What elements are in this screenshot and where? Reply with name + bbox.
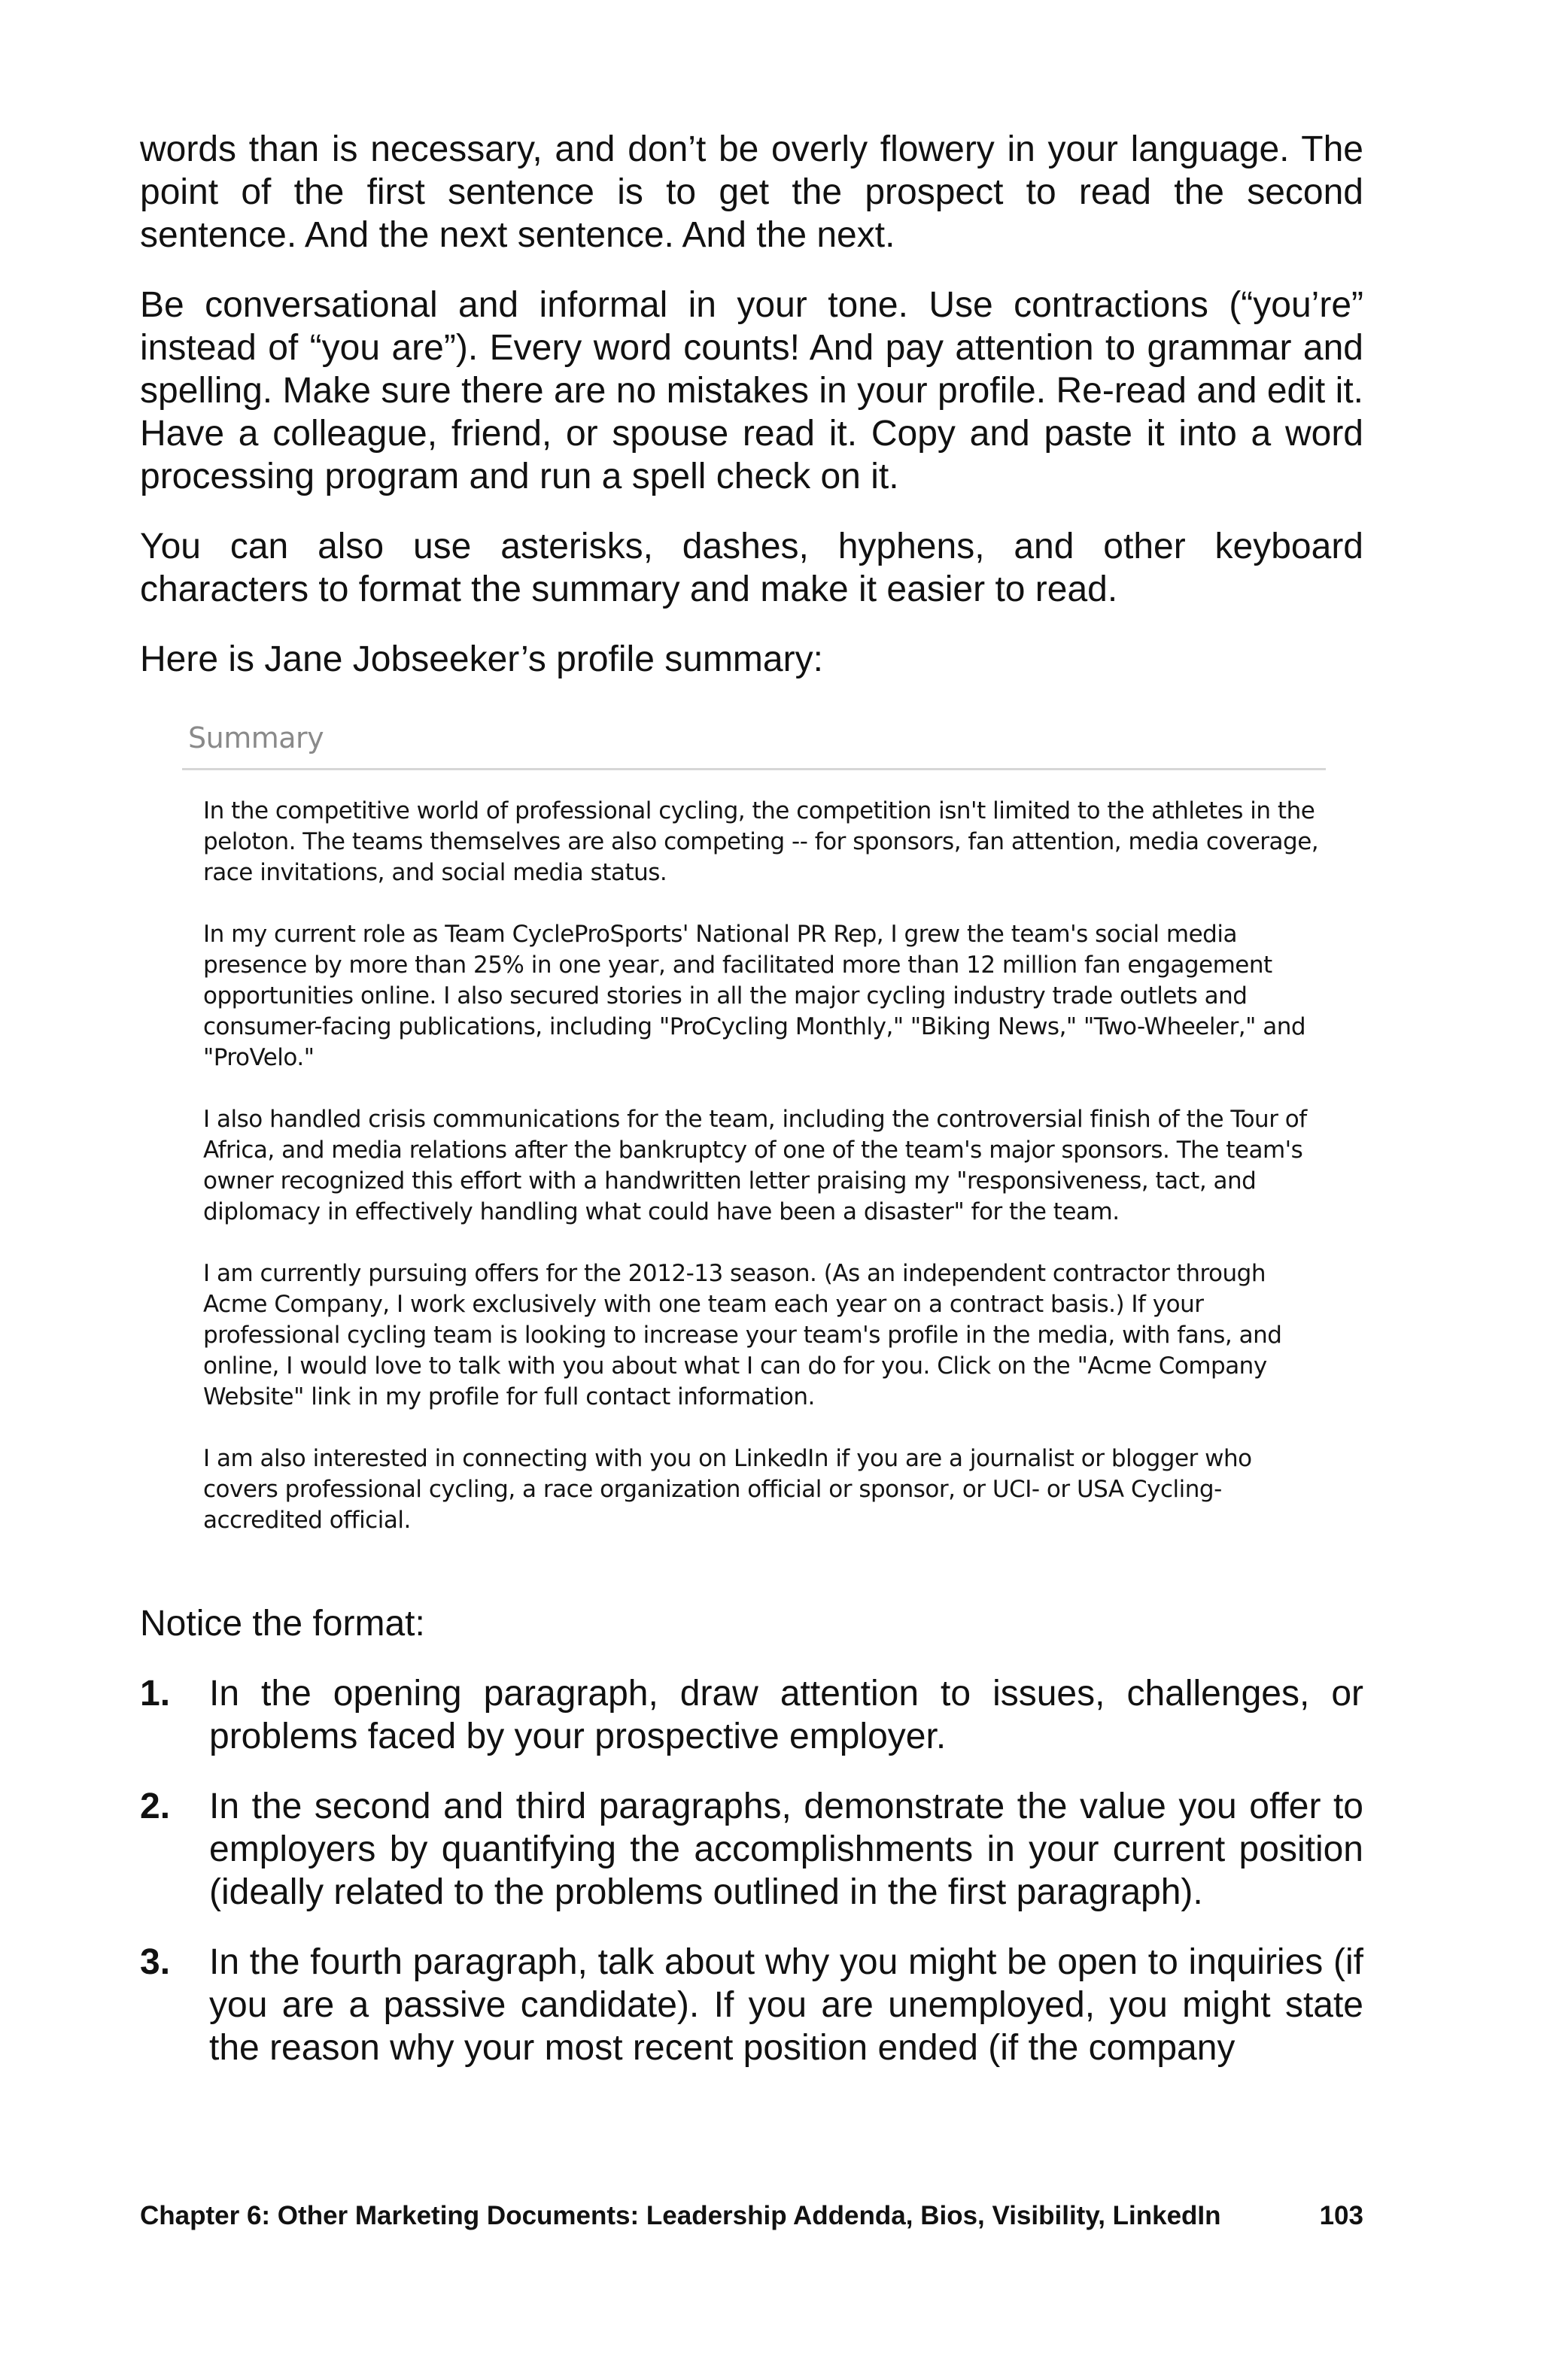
- page-footer: [140, 2199, 1363, 2233]
- list-text: In the fourth paragraph, talk about why you might be open to inquiries (if you are a passive candidate). If you are unemployed, you might state the reason why your most recent position ended (if the company: [209, 1942, 1363, 2068]
- page-content: [140, 128, 1363, 2096]
- summary-heading: Summary: [188, 721, 324, 754]
- list-item: [140, 1785, 1363, 1914]
- summary-paragraph: I am currently pursuing offers for the 2012-13 season. (As an independent contractor through Acme Company, I work exclusively with one team each year on a contract basis.) If your professional cycling team is looking to increase your team's profile in the media, with fans, and online, I would love to talk with you about what I can do for you. Click on the "Acme Company Website" link in my profile for full contact information.: [203, 1260, 1282, 1410]
- list-number: 3.: [140, 1942, 171, 1982]
- list-number: 1.: [140, 1674, 171, 1714]
- summary-paragraph: I am also interested in connecting with you on LinkedIn if you are a journalist or blogger who covers professional cycling, a race organization official or sponsor, or UCI- or USA Cycling-accredited official.: [203, 1445, 1252, 1534]
- body-paragraph: You can also use asterisks, dashes, hyphens, and other keyboard characters to format the summary and make it easier to read.: [140, 527, 1363, 609]
- summary-paragraph: In my current role as Team CycleProSports' National PR Rep, I grew the team's social media presence by more than 25% in one year, and facilitated more than 12 million fan engagement opportunities online. I also secured stories in all the major cycling industry trade outlets and consumer-facing publications, including "ProCycling Monthly," "Biking News," "Two-Wheeler," and "ProVelo.": [203, 921, 1306, 1071]
- notice-heading: Notice the format:: [140, 1604, 425, 1644]
- body-paragraph: Here is Jane Jobseeker’s profile summary:: [140, 639, 823, 679]
- body-paragraph: Be conversational and informal in your tone. Use contractions (“you’re” instead of “you are”). Every word counts! And pay attention to grammar and spelling. Make sure there are no mistakes in your profile. Re-read and edit it. Have a colleague, friend, or spouse read it. Copy and paste it into a word processing program and run a spell check on it.: [140, 285, 1363, 496]
- body-paragraph: words than is necessary, and don’t be overly flowery in your language. The point of the first sentence is to get the prospect to read the second sentence. And the next sentence. And the next.: [140, 129, 1363, 255]
- summary-divider: [182, 768, 1326, 770]
- list-item: [140, 1941, 1363, 2069]
- list-item: [140, 1672, 1363, 1758]
- summary-paragraph: I also handled crisis communications for the team, including the controversial finish of the Tour of Africa, and media relations after the bankruptcy of one of the team's major sponsors. The team's owner recognized this effort with a handwritten letter praising my "responsiveness, tact, and diplomacy in effectively handling what could have been a disaster" for the team.: [203, 1106, 1307, 1225]
- list-text: In the second and third paragraphs, demonstrate the value you offer to employers by quantifying the accomplishments in your current position (ideally related to the problems outlined in the first paragraph).: [209, 1787, 1363, 1912]
- summary-paragraph: In the competitive world of professional cycling, the competition isn't limited to the athletes in the peloton. The teams themselves are also competing -- for sponsors, fan attention, media coverage, race invitations, and social media status.: [203, 797, 1319, 886]
- format-steps-list: [140, 1672, 1363, 2069]
- linkedin-summary-figure: [182, 718, 1333, 1536]
- page-number: 103: [1319, 2201, 1363, 2230]
- list-text: In the opening paragraph, draw attention to issues, challenges, or problems faced by your prospective employer.: [209, 1674, 1363, 1756]
- chapter-title: Chapter 6: Other Marketing Documents: Leadership Addenda, Bios, Visibility, LinkedIn: [140, 2201, 1221, 2230]
- list-number: 2.: [140, 1787, 171, 1826]
